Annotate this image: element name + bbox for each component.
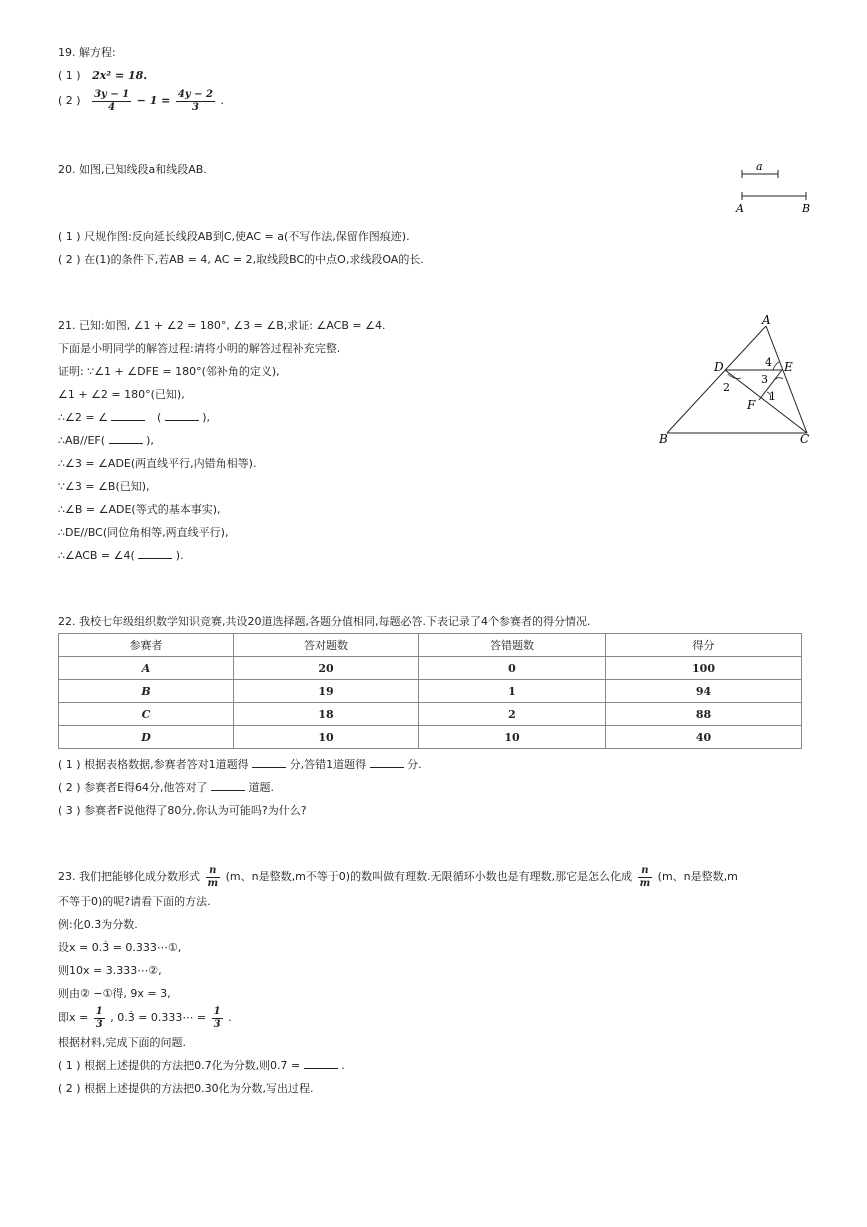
table-header-cell: 答错题数 [419,634,606,657]
q23-step-4 [58,1004,232,1032]
table-header-cell: 参赛者 [59,634,234,657]
q23-part1-end: . [341,1059,345,1072]
table-cell: 100 [606,657,802,680]
q21-line3-mid: ( [156,411,165,424]
table-cell: 40 [606,726,802,749]
q23-step4-end: . [228,1011,232,1024]
q23-fraction-denominator: m [207,877,219,889]
point-F-label: F [747,398,756,412]
table-cell: D [59,726,234,749]
q21-proof-line-5: ∴∠3 = ∠ADE(两直线平行,内错角相等). [58,457,257,470]
q23-fraction-numerator-2: n [638,865,653,878]
q21-triangle-figure [655,312,820,447]
q23-fraction-n-over-m [206,865,221,890]
q21-line4-start: ∴AB//EF( [58,434,106,447]
q23-step-2: 则10x = 3.333⋯②, [58,964,162,977]
table-header-cell: 得分 [606,634,802,657]
table-row [59,703,802,726]
q23-one-third-denominator-2: 3 [213,1018,221,1030]
q23-fraction-one-third-2 [212,1006,223,1031]
q23-fraction-one-third [94,1006,105,1031]
q19-fraction-right-numerator: 4y − 2 [177,88,213,100]
q21-proof-line-7: ∴∠B = ∠ADE(等式的基本事实), [58,503,221,516]
q23-fraction-denominator-2: m [639,877,651,889]
q23-material-note: 根据材料,完成下面的问题. [58,1036,186,1049]
q22-blank-correct-count[interactable] [211,780,245,791]
side-AB [667,326,766,433]
table-cell: B [59,680,234,703]
q22-part1-mid: 分,答错1道题得 [289,758,367,771]
q22-blank-correct-points[interactable] [252,757,286,768]
q20-part2: ( 2 ) 在(1)的条件下,若AB = 4, AC = 2,取线段BC的中点O,求线段OA的长. [58,253,424,266]
q22-part2-start: ( 2 ) 参赛者E得64分,他答对了 [58,781,208,794]
q22-title: 22. 我校七年级组织数学知识竞赛,共设20道选择题,各题分值相同,每题必答.下表记录了4个参赛者的得分情况. [58,615,591,628]
q22-blank-wrong-points[interactable] [370,757,404,768]
q23-line1-start: 23. 我们把能够化成分数形式 [58,870,200,883]
q23-line-2: 不等于0)的呢?请看下面的方法. [58,895,211,908]
segment-a-label: a [756,160,763,173]
point-E-label: E [784,360,793,374]
table-cell: 20 [234,657,419,680]
q19-equation-end: . [220,94,224,107]
q19-part1 [58,68,147,84]
q21-proof-line-3 [58,410,210,426]
table-header-row [59,634,802,657]
q23-example: 例:化0.3̇为分数. [58,918,138,931]
q22-part1-end: 分. [407,758,422,771]
q23-line1-middle: (m、n是整数,m不等于0)的数叫做有理数.无限循环小数也是有理数,那它是怎么化成 [225,870,633,883]
table-header-cell: 答对题数 [234,634,419,657]
q19-part2-label: ( 2 ) [58,94,81,107]
q19-equation-middle: − 1 = [136,94,171,107]
angle-4-label: 4 [765,356,772,369]
table-cell: 2 [419,703,606,726]
point-D-label: D [714,360,724,374]
q23-line1-end: (m、n是整数,m [657,870,738,883]
q19-part1-equation: 2x² = 18. [92,69,148,82]
table-cell: 10 [234,726,419,749]
table-cell: 0 [419,657,606,680]
q19-fraction-left-denominator: 4 [108,101,116,113]
q23-part2: ( 2 ) 根据上述提供的方法把0.3̇0̇化为分数,写出过程. [58,1082,314,1095]
q19-part1-label: ( 1 ) [58,69,81,82]
q23-one-third-denominator: 3 [95,1018,103,1030]
q19-fraction-left-numerator: 3y − 1 [94,88,130,100]
q23-step-1: 设x = 0.3̇ = 0.333⋯①, [58,941,182,954]
q21-blank-angle[interactable] [111,410,145,421]
point-A-label: A [736,202,744,215]
angle-1-label: 1 [769,390,776,403]
q19-part2 [58,87,224,115]
angle-2-label: 2 [723,381,730,394]
q21-blank-reason-1[interactable] [165,410,199,421]
table-row [59,680,802,703]
table-cell: 10 [419,726,606,749]
angle-2-arc [728,374,741,379]
q21-line3-end: ), [202,411,211,424]
q22-part3: ( 3 ) 参赛者F说他得了80分,你认为可能吗?为什么? [58,804,307,817]
angle-4-arc [773,362,779,370]
q21-blank-reason-3[interactable] [138,548,172,559]
point-A-label: A [762,313,771,327]
q22-score-table [58,633,802,749]
q23-step4-middle: , 0.3̇ = 0.333⋯ = [110,1011,207,1024]
q20-title: 20. 如图,已知线段a和线段AB. [58,163,207,176]
q22-part2-end: 道题. [248,781,275,794]
q23-step4-start: 即x = [58,1011,89,1024]
table-cell: C [59,703,234,726]
q23-one-third-numerator: 1 [95,1005,103,1017]
q19-fraction-right-denominator: 3 [191,101,199,113]
q19-fraction-left [92,89,131,114]
point-B-label: B [659,432,668,446]
q23-line-1 [58,863,738,891]
q23-part1 [58,1058,345,1074]
q23-fraction-numerator: n [206,865,221,878]
q21-title: 21. 已知:如图, ∠1 + ∠2 = 180°, ∠3 = ∠B,求证: ∠ACB = ∠4. [58,319,386,332]
q23-fraction-n-over-m-2 [638,865,653,890]
q21-proof-line-9 [58,548,184,564]
q22-part1 [58,757,422,773]
q20-part1: ( 1 ) 尺规作图:反向延长线段AB到C,使AC = a(不写作法,保留作图痕迹). [58,230,410,243]
q21-line3-start: ∴∠2 = ∠ [58,411,108,424]
point-C-label: C [800,432,810,446]
table-cell: 1 [419,680,606,703]
q21-proof-line-4 [58,433,154,449]
q21-line9-end: ). [175,549,184,562]
q20-segments-figure [730,158,820,218]
q23-part1-start: ( 1 ) 根据上述提供的方法把0.7̇化为分数,则0.7̇ = [58,1059,301,1072]
q22-part2 [58,780,274,796]
point-B-label: B [802,202,811,215]
table-cell: 19 [234,680,419,703]
table-cell: 18 [234,703,419,726]
table-cell: A [59,657,234,680]
q21-proof-line-8: ∴DE//BC(同位角相等,两直线平行), [58,526,229,539]
q21-line4-end: ), [146,434,154,447]
q21-proof-line-6: ∵∠3 = ∠B(已知), [58,480,150,493]
q21-blank-reason-2[interactable] [109,433,143,444]
q22-part1-start: ( 1 ) 根据表格数据,参赛者答对1道题得 [58,758,249,771]
q19-title: 19. 解方程: [58,46,116,59]
table-cell: 94 [606,680,802,703]
table-cell: 88 [606,703,802,726]
q21-proof-line-2: ∠1 + ∠2 = 180°(已知), [58,388,185,401]
table-row [59,726,802,749]
q23-step-3: 则由② −①得, 9x = 3, [58,987,171,1000]
q23-blank-fraction[interactable] [304,1058,338,1069]
q23-one-third-numerator-2: 1 [213,1005,221,1017]
angle-3-label: 3 [761,373,768,386]
table-row [59,657,802,680]
q21-intro: 下面是小明同学的解答过程:请将小明的解答过程补充完整. [58,342,341,355]
q21-proof-line-1: 证明: ∵∠1 + ∠DFE = 180°(邻补角的定义), [58,365,280,378]
q21-line9-start: ∴∠ACB = ∠4( [58,549,135,562]
q19-fraction-right [176,89,215,114]
